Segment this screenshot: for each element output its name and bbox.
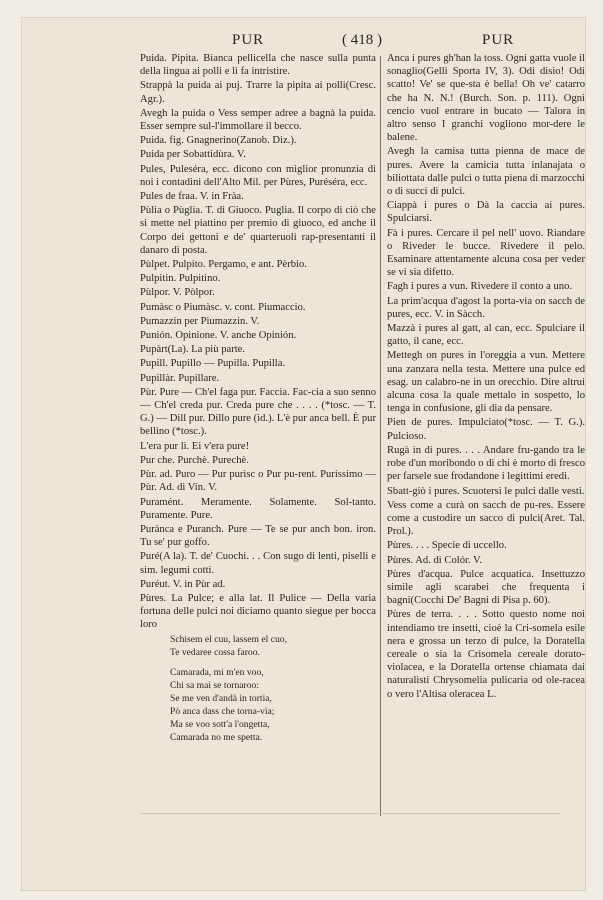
running-head-left: PUR: [232, 32, 265, 48]
dictionary-entry: Fà i pures. Cercare il pel nell' uovo. Riandare o Riveder le bucce. Rivedere il pelo. Esaminare attentamente alcuna cosa per veder se vi sia difetto.: [387, 227, 585, 279]
dictionary-entry: Pùlpet. Pulpito. Pergamo, e ant. Pèrbio.: [140, 259, 307, 271]
dictionary-entry: Fagh i pures a vun. Rivedere il conto a uno.: [387, 281, 573, 293]
left-column: [140, 52, 376, 744]
dictionary-entry: Avegh la puida o Vess semper adree a bagnà la puida. Esser sempre sul-l'immollare il becco.: [140, 107, 376, 133]
column-divider: [380, 56, 381, 816]
dictionary-entry: Rugà in di pures. . . . Andare fru-gando tra le robe d'un moribondo o di chi è morto di fresco per farsele sue frodandone i legittimi eredi.: [387, 444, 585, 483]
dictionary-entry: Purànca e Puranch. Pure — Te se pur anch bon. iron. Tu se' pur goffo.: [140, 523, 376, 549]
dictionary-entry: Pùlpor. V. Pòlpor.: [140, 287, 215, 299]
verse-line: Camarada no me spetta.: [170, 731, 263, 743]
dictionary-entry: Pùr. ad. Puro — Pur purisc o Pur pu-rent. Purissimo — Pùr. Ad. di Vin. V.: [140, 469, 376, 494]
verse-line: Schisem el cuu, lassem el cuo,: [170, 633, 287, 645]
dictionary-entry: Pulpitin. Pulpitino.: [140, 273, 221, 285]
right-column: [387, 52, 585, 702]
dictionary-entry: Mazzà i pures al gatt, al can, ecc. Spulciare il gatto, il cane, ecc.: [387, 323, 585, 348]
dictionary-entry: Pur che. Purchè. Purechè.: [140, 454, 249, 466]
dictionary-entry: Anca i pures gh'han la toss. Ogni gatta vuole il sonaglio(Gelli Sporta IV, 3). Odi disio! Odi scatto! Ve' se que-sta è bella! Oh ve' catarro che ha N. N.! (Burch. Son. p. 111). Ogni cencio vuol entrare in bucato — Talora in altro senso I granchi vogliono mor-dere le balene.: [387, 53, 585, 144]
dictionary-entry: Pùres d'acqua. Pulce acquatica. Insettuzzo simile agli scarabei che frequenta i bagni(Cocchi De' Bagni di Pisa p. 60).: [387, 568, 585, 607]
dictionary-entry: Pupill. Pupillo — Pupilla. Pupilla.: [140, 358, 286, 370]
dictionary-entry: Pùres. La Pulce; e alla lat. Il Pulice — Della varia fortuna delle pulci noi diciamo quanto siegue per bocca loro: [140, 592, 376, 631]
dictionary-entry: Pùres. Ad. di Colór. V.: [387, 554, 482, 566]
bottom-margin-line: [140, 813, 560, 814]
dictionary-page: [22, 18, 585, 890]
dictionary-entry: Sbatt-giò i pures. Scuotersi le pulci dalle vesti.: [387, 485, 585, 497]
verse-line: Pò anca dass che torna-via;: [170, 705, 275, 717]
dictionary-entry: Strappà la puida ai puj. Trarre la pipita ai polli(Cresc. Agr.).: [140, 80, 376, 105]
page-header: [22, 32, 585, 54]
dictionary-entry: Pùr. Pure — Ch'el faga pur. Faccia. Fac-cia a suo senno — Ch'el creda pur. Creda pure che . . . . (*tosc. — T. G.) — Dill pur. Dillo pure (id.). L'è pur anca bell. È pur bellino (*tosc.).: [140, 386, 376, 438]
dictionary-entry: Mettegh on pures in l'oreggia a vun. Mettere una zanzara nella testa. Mettere una pulce ed esag. un calabro-ne in un orecchio. Dire altrui alcuna cosa la quale mettalo in sospetto, lo tenga in confusione, gli dia da pensare.: [387, 350, 585, 415]
verse-line: Te vedaree cossa faroo.: [170, 646, 260, 658]
dictionary-entry: Avegh la camisa tutta pienna de mace de pures. Avere la camicia tutta inlanajata o biliottata dalle pulci o tutta piena di marzocchi o di succi di pulci.: [387, 146, 585, 198]
dictionary-entry: Puramént. Meramente. Solamente. Sol-tanto. Puramente. Pure.: [140, 496, 376, 521]
dictionary-entry: Pumazzin per Piumazzin. V.: [140, 315, 260, 327]
dictionary-entry: Pules, Puleséra, ecc. dicono con miglior pronunzia di noi i contadini dell'Alto Mil. per Pùres, Puréséra, ecc.: [140, 163, 376, 188]
dictionary-entry: Puida. fig. Gnagnerino(Zanob. Diz.).: [140, 135, 297, 147]
dictionary-entry: Puida. Pipita. Bianca pellicella che nasce sulla punta della lingua ai polli e li fa intristire.: [140, 53, 376, 78]
verse-line: Chi sa mai se tornaroo:: [170, 679, 259, 691]
verse-line: Camarada, mi m'en voo,: [170, 666, 264, 678]
dictionary-entry: Pùres. . . . Specie di uccello.: [387, 540, 507, 552]
dictionary-entry: Puréut. V. in Pùr ad.: [140, 578, 226, 590]
dictionary-entry: Pupàrt(La). La più parte.: [140, 344, 246, 356]
dictionary-entry: Puida per Sobattidùra. V.: [140, 149, 246, 161]
verse-line: Ma se voo sott'a l'ongetta,: [170, 718, 270, 730]
dictionary-entry: Pùres de terra. . . . Sotto questo nome noi intendiamo tre insetti, cioè la Cri-somela esile nera e grossa un terzo di pulce, la Doratella cereale o sia la Crisomela cereale dorato-violacea, e la Doratella ortense chiamata dai naturalisti Chrysomelia pulicaria od ole-racea o vero l'Altisa oleracea L.: [387, 609, 585, 700]
dictionary-entry: Puré(A la). T. de' Cuochi. . . Con sugo di lenti, piselli e sim. legumi cotti.: [140, 551, 376, 576]
dictionary-entry: Vess come a curà on sacch de pu-res. Essere come a custodire un sacco di pulci(Aret. Tal. Prol.).: [387, 499, 585, 538]
page-number: ( 418 ): [342, 32, 382, 48]
dictionary-entry: Pupillàr. Pupillare.: [140, 372, 220, 384]
dictionary-entry: Punión. Opinione. V. anche Opinión.: [140, 330, 297, 342]
dictionary-entry: La prim'acqua d'agost la porta-via on sacch de pures, ecc. V. in Sàcch.: [387, 295, 585, 320]
dictionary-entry: Pumàsc o Piumàsc. v. cont. Piumaccio.: [140, 301, 306, 313]
running-head-right: PUR: [482, 32, 515, 48]
dictionary-entry: L'era pur lì. Ei v'era pure!: [140, 440, 250, 452]
dictionary-entry: Pùlia o Pùglia. T. di Giuoco. Puglia. Il corpo di ciò che si mette nel piattino per premio di giuoco, ed anche il Corpo dei gettoni e de' quarteruoli rap-presentanti il danaro di posta.: [140, 205, 376, 256]
stanza-break: [140, 659, 376, 666]
dictionary-entry: Pien de pures. Impulciato(*tosc. — T. G.). Pulcioso.: [387, 417, 585, 442]
dictionary-entry: Pules de fraa. V. in Fràa.: [140, 191, 244, 203]
dictionary-entry: Ciappà i pures o Dà la caccia ai pures. Spulciarsi.: [387, 200, 585, 225]
verse-line: Se me ven d'andà in tortia,: [170, 692, 272, 704]
